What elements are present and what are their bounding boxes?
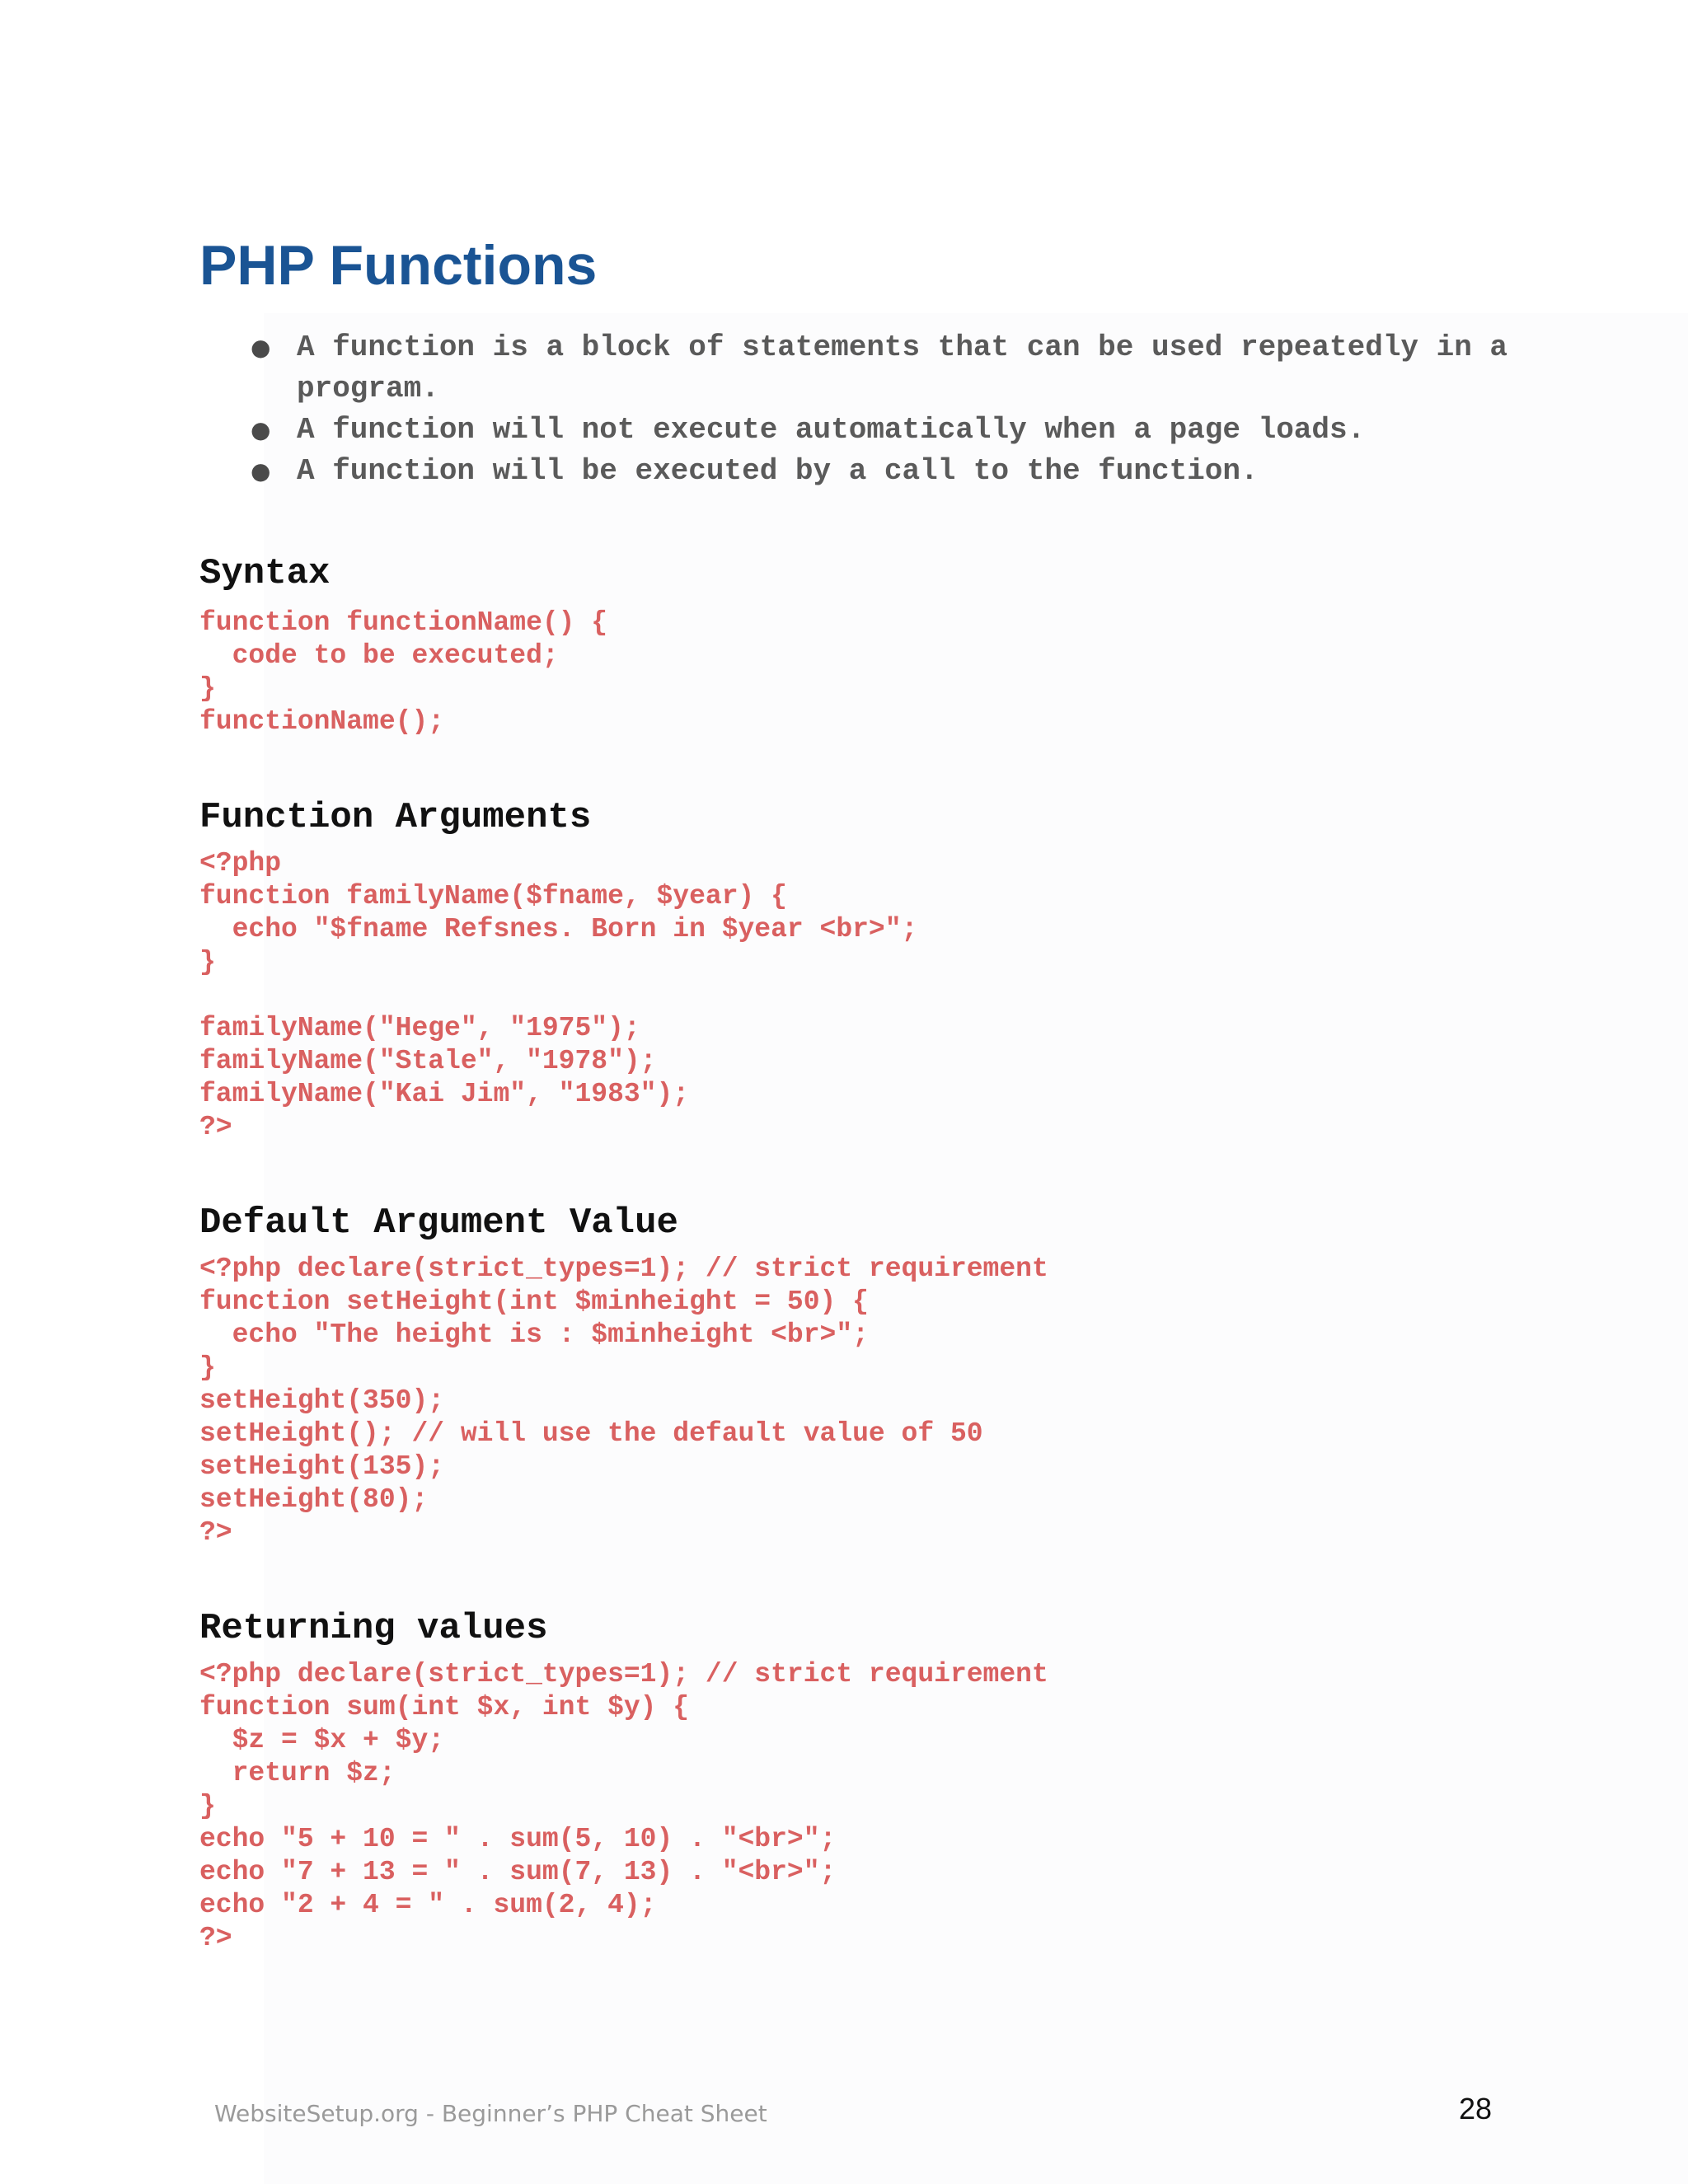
code-block-default-argument-value: <?php declare(strict_types=1); // strict requirement function setHeight(int $minheight = 50) { echo "The height is : $minheight <br>"; } setHeight(350); setHeight(); // will use the default value of 50 setHeight(135); setHeight(80); ?>: [199, 1254, 1048, 1548]
section-heading-returning-values: Returning values: [199, 1608, 548, 1649]
bullet-item: [247, 451, 1508, 492]
bullet-dot-icon: ●: [251, 334, 271, 361]
code-block-syntax: function functionName() { code to be executed; } functionName();: [199, 607, 608, 737]
page-title: PHP Functions: [199, 234, 598, 297]
bullet-item: [247, 327, 1526, 410]
bullet-list: [247, 327, 1526, 492]
bullet-dot-icon: ●: [251, 416, 271, 443]
footer-text: WebsiteSetup.org - Beginner’s PHP Cheat Sheet: [214, 2100, 767, 2127]
section-heading-function-arguments: Function Arguments: [199, 797, 592, 838]
page-number: 28: [1458, 2092, 1492, 2125]
section-heading-default-argument-value: Default Argument Value: [199, 1202, 678, 1244]
bullet-text: A function will be executed by a call to the function.: [297, 454, 1259, 488]
bullet-text: A function is a block of statements that can be used repeatedly in a program.: [297, 330, 1526, 405]
code-block-returning-values: <?php declare(strict_types=1); // strict requirement function sum(int $x, int $y) { $z = $x + $y; return $z; } echo "5 + 10 = " . sum(5, 10) . "<br>"; echo "7 + 13 = " . sum(7, 13) . "<br>"; echo "2 + 4 = " . sum(2, 4); ?>: [199, 1659, 1048, 1953]
bullet-dot-icon: ●: [251, 457, 271, 485]
section-heading-syntax: Syntax: [199, 553, 331, 594]
bullet-text: A function will not execute automatically when a page loads.: [297, 413, 1366, 447]
bullet-item: [247, 410, 1508, 451]
code-block-function-arguments: <?php function familyName($fname, $year) { echo "$fname Refsnes. Born in $year <br>"; } familyName("Hege", "1975"); familyName("Stale", "1978"); familyName("Kai Jim", "1983"); ?>: [199, 848, 918, 1142]
